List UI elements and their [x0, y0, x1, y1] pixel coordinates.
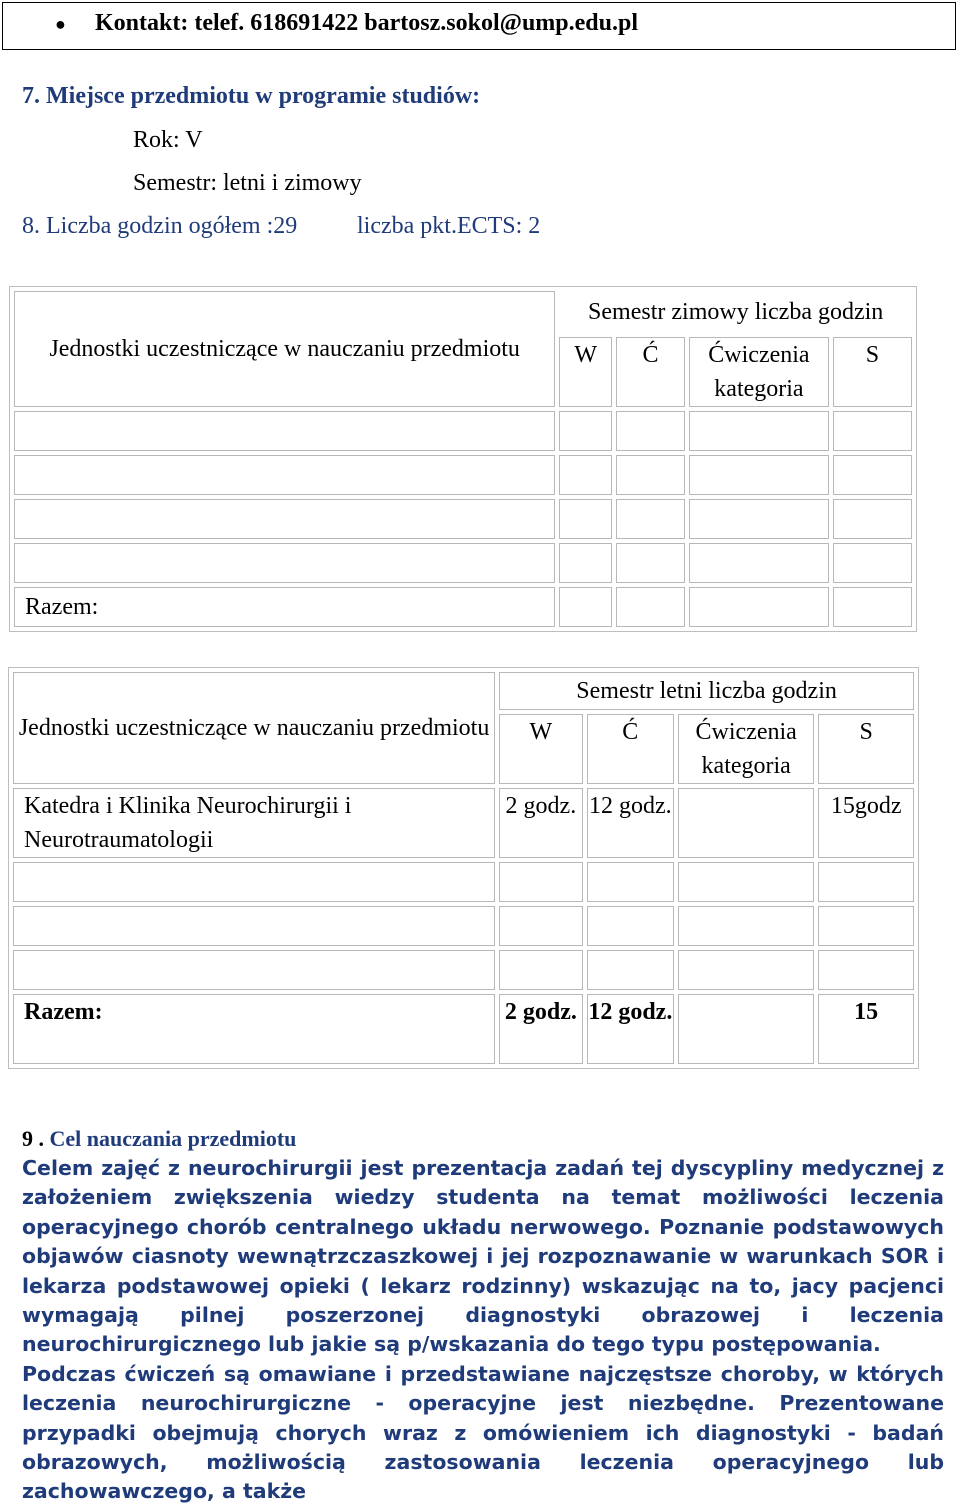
table-cell — [14, 411, 555, 451]
table-cell — [559, 455, 612, 495]
table-cell — [14, 455, 555, 495]
table-cell — [678, 950, 814, 990]
col-s: S — [818, 714, 914, 784]
unit-header: Jednostki uczestniczące w nauczaniu przedmiotu — [13, 672, 495, 784]
table-cell — [499, 950, 582, 990]
table-cell — [616, 499, 685, 539]
total-s: 15 — [818, 994, 914, 1064]
total-label: Razem: — [13, 994, 495, 1064]
col-c: Ć — [616, 337, 685, 407]
section7-heading: 7. Miejsce przedmiotu w programie studiów: — [22, 83, 481, 109]
unit-header: Jednostki uczestniczące w nauczaniu przedmiotu — [14, 291, 555, 407]
rok-value: Rok: V — [133, 127, 203, 153]
col-cwiczenia: Ćwiczenia kategoria — [689, 337, 829, 407]
total-w: 2 godz. — [499, 994, 582, 1064]
table-cell — [833, 499, 912, 539]
table-cell — [499, 906, 582, 946]
table-cell — [559, 587, 612, 627]
semester-header: Semestr zimowy liczba godzin — [588, 299, 884, 325]
table-cell — [616, 455, 685, 495]
total-c: 12 godz. — [587, 994, 674, 1064]
col-w: W — [559, 337, 612, 407]
table-cell — [587, 906, 674, 946]
unit-name: Katedra i Klinika Neurochirurgii i Neurotraumatologii — [13, 788, 495, 858]
summer-semester-table — [8, 667, 919, 1069]
c-hours: 12 godz. — [587, 788, 674, 858]
table-cell — [689, 499, 829, 539]
col-cwiczenia: Ćwiczenia kategoria — [678, 714, 814, 784]
table-cell — [559, 543, 612, 583]
table-cell — [818, 950, 914, 990]
table-cell — [833, 543, 912, 583]
bullet-icon: ● — [55, 14, 66, 34]
table-cell — [818, 906, 914, 946]
section9-title: Cel nauczania przedmiotu — [49, 1126, 297, 1151]
contact-text: Kontakt: telef. 618691422 bartosz.sokol@ump.edu.pl — [95, 10, 639, 36]
s-hours: 15godz — [818, 788, 914, 858]
table-cell — [833, 411, 912, 451]
table-cell — [689, 455, 829, 495]
paragraph-2: Podczas ćwiczeń są omawiane i przedstawiane najczęstsze choroby, w których leczenia neurochirurgiczne - operacyjne jest niezbędne. Prezentowane przypadki obejmują chorych wraz z omówieniem ich diagnostyki - badań obrazowych, możliwością zastosowania leczenia operacyjnego lub zachowawczego, a także — [22, 1361, 944, 1504]
table-cell — [616, 587, 685, 627]
table-cell — [587, 950, 674, 990]
total-cw — [678, 994, 814, 1064]
total-label: Razem: — [14, 587, 555, 627]
winter-semester-table — [9, 286, 917, 632]
table-cell — [689, 543, 829, 583]
total-hours: 8. Liczba godzin ogółem :29 — [22, 213, 298, 239]
table-cell — [818, 862, 914, 902]
table-cell — [616, 411, 685, 451]
table-cell — [559, 411, 612, 451]
table-cell — [678, 906, 814, 946]
table-cell — [833, 587, 912, 627]
section9-heading — [22, 1126, 944, 1152]
section9-number: 9 . — [22, 1126, 44, 1151]
table-cell — [559, 499, 612, 539]
ects-points: liczba pkt.ECTS: 2 — [357, 213, 541, 239]
table-cell — [678, 862, 814, 902]
table-cell — [689, 411, 829, 451]
table-cell — [13, 862, 495, 902]
cw-hours — [678, 788, 814, 858]
table-cell — [587, 862, 674, 902]
w-hours: 2 godz. — [499, 788, 582, 858]
table-cell — [13, 950, 495, 990]
table-cell — [499, 862, 582, 902]
table-cell — [616, 543, 685, 583]
semestr-value: Semestr: letni i zimowy — [133, 170, 362, 196]
table-cell — [13, 906, 495, 946]
table-cell — [833, 455, 912, 495]
paragraph-1: Celem zajęć z neurochirurgii jest prezentacja zadań tej dyscypliny medycznej z założeniem zwiększenia wiedzy studenta na temat możliwości leczenia operacyjnego chorób centralnego układu nerwowego. Poznanie podstawowych objawów ciasnoty wewnątrzczaszkowej i jej rozpoznawanie w warunkach SOR i lekarza podstawowej opieki ( lekarz rodzinny) wskazując na to, jacy pacjenci wymagają pilnej poszerzonej diagnostyki obrazowej i leczenia neurochirurgicznego lub jakie są p/wskazania do tego typu postępowania. — [22, 1156, 944, 1357]
table-cell — [14, 499, 555, 539]
col-w: W — [499, 714, 582, 784]
semester-header: Semestr letni liczba godzin — [499, 672, 914, 710]
table-cell — [689, 587, 829, 627]
contact-box — [2, 2, 956, 50]
col-c: Ć — [587, 714, 674, 784]
col-s: S — [833, 337, 912, 407]
section9 — [22, 1126, 944, 1507]
table-cell — [14, 543, 555, 583]
